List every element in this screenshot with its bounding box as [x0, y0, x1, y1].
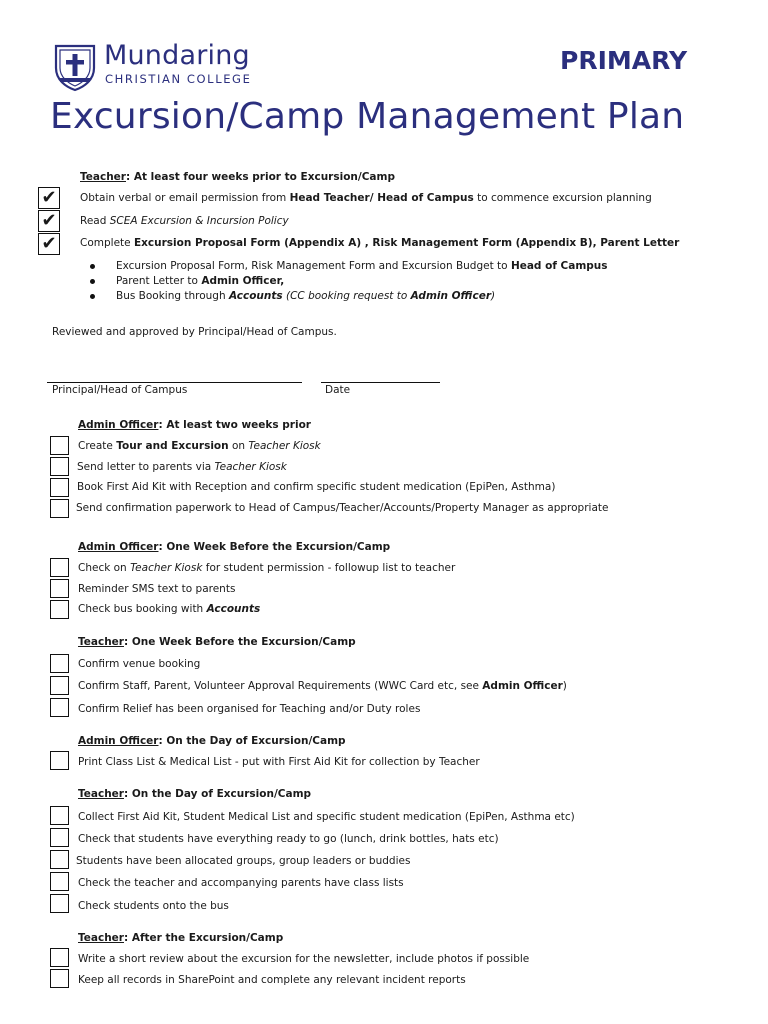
- checkbox[interactable]: [50, 436, 69, 455]
- section-heading-admin-day: Admin Officer: On the Day of Excursion/Camp: [78, 735, 346, 747]
- principal-signature-line[interactable]: [47, 382, 302, 383]
- bullet-item: Parent Letter to Admin Officer,: [116, 275, 285, 287]
- checklist-item: Confirm Staff, Parent, Volunteer Approval Requirements (WWC Card etc, see Admin Officer): [78, 680, 567, 692]
- checkbox[interactable]: [50, 676, 69, 695]
- checkbox[interactable]: [50, 654, 69, 673]
- checklist-item: Check students onto the bus: [78, 900, 229, 912]
- date-signature-line[interactable]: [321, 382, 440, 383]
- school-crest-logo: [52, 42, 98, 92]
- checkbox[interactable]: [50, 850, 69, 869]
- checklist-item: Check bus booking with Accounts: [78, 603, 261, 615]
- checkbox[interactable]: [50, 806, 69, 825]
- checklist-item: Obtain verbal or email permission from Head Teacher/ Head of Campus to commence excursion planning: [80, 192, 652, 204]
- checklist-item: Check the teacher and accompanying parents have class lists: [78, 877, 404, 889]
- bullet-icon: [90, 294, 95, 299]
- checklist-item: Write a short review about the excursion for the newsletter, include photos if possible: [78, 953, 530, 965]
- section-heading-teacher-one-week: Teacher: One Week Before the Excursion/Camp: [78, 636, 356, 648]
- approval-text: Reviewed and approved by Principal/Head of Campus.: [52, 326, 337, 338]
- checkbox[interactable]: [50, 457, 69, 476]
- date-label: Date: [325, 384, 351, 396]
- bullet-item: Excursion Proposal Form, Risk Management Form and Excursion Budget to Head of Campus: [116, 260, 608, 272]
- page-title: Excursion/Camp Management Plan: [50, 96, 685, 137]
- checklist-item: Send letter to parents via Teacher Kiosk: [77, 461, 287, 473]
- checkbox[interactable]: [50, 558, 69, 577]
- checklist-item: Confirm venue booking: [78, 658, 201, 670]
- checklist-item: Collect First Aid Kit, Student Medical List and specific student medication (EpiPen, Asthma etc): [78, 811, 575, 823]
- bullet-icon: [90, 279, 95, 284]
- division-label: PRIMARY: [560, 46, 688, 75]
- checklist-item: Reminder SMS text to parents: [78, 583, 236, 595]
- bullet-item: Bus Booking through Accounts (CC booking request to Admin Officer): [116, 290, 496, 302]
- section-heading-teacher-prior: Teacher: At least four weeks prior to Excursion/Camp: [80, 171, 395, 183]
- checkbox[interactable]: [50, 872, 69, 891]
- checklist-item: Confirm Relief has been organised for Teaching and/or Duty roles: [78, 703, 421, 715]
- school-name: Mundaring: [104, 40, 250, 71]
- checklist-item: Book First Aid Kit with Reception and confirm specific student medication (EpiPen, Asthma): [77, 481, 556, 493]
- checklist-item: Complete Excursion Proposal Form (Appendix A) , Risk Management Form (Appendix B), Parent Letter: [80, 237, 680, 249]
- checkbox[interactable]: [50, 751, 69, 770]
- checklist-item: Send confirmation paperwork to Head of Campus/Teacher/Accounts/Property Manager as appropriate: [76, 502, 609, 514]
- checklist-item: Students have been allocated groups, group leaders or buddies: [76, 855, 411, 867]
- checklist-item: Check on Teacher Kiosk for student permission - followup list to teacher: [78, 562, 456, 574]
- checkbox-checked[interactable]: ✔: [38, 233, 60, 255]
- section-heading-teacher-day: Teacher: On the Day of Excursion/Camp: [78, 788, 312, 800]
- bullet-icon: [90, 264, 95, 269]
- checkbox[interactable]: [50, 499, 69, 518]
- checkbox[interactable]: [50, 698, 69, 717]
- checkbox-checked[interactable]: ✔: [38, 210, 60, 232]
- checkbox[interactable]: [50, 969, 69, 988]
- checkbox[interactable]: [50, 579, 69, 598]
- school-subtitle: CHRISTIAN COLLEGE: [105, 72, 252, 86]
- checkbox[interactable]: [50, 828, 69, 847]
- principal-label: Principal/Head of Campus: [52, 384, 188, 396]
- section-heading-admin-two-weeks: Admin Officer: At least two weeks prior: [78, 419, 311, 431]
- checkbox[interactable]: [50, 948, 69, 967]
- checkbox[interactable]: [50, 894, 69, 913]
- checklist-item: Check that students have everything ready to go (lunch, drink bottles, hats etc): [78, 833, 499, 845]
- checkbox-checked[interactable]: ✔: [38, 187, 60, 209]
- checkbox[interactable]: [50, 478, 69, 497]
- section-heading-teacher-after: Teacher: After the Excursion/Camp: [78, 932, 284, 944]
- section-heading-admin-one-week: Admin Officer: One Week Before the Excursion/Camp: [78, 541, 391, 553]
- checklist-item: Create Tour and Excursion on Teacher Kiosk: [78, 440, 321, 452]
- checklist-item: Keep all records in SharePoint and complete any relevant incident reports: [78, 974, 466, 986]
- checklist-item: Print Class List & Medical List - put with First Aid Kit for collection by Teacher: [78, 756, 480, 768]
- checklist-item: Read SCEA Excursion & Incursion Policy: [80, 215, 289, 227]
- checkbox[interactable]: [50, 600, 69, 619]
